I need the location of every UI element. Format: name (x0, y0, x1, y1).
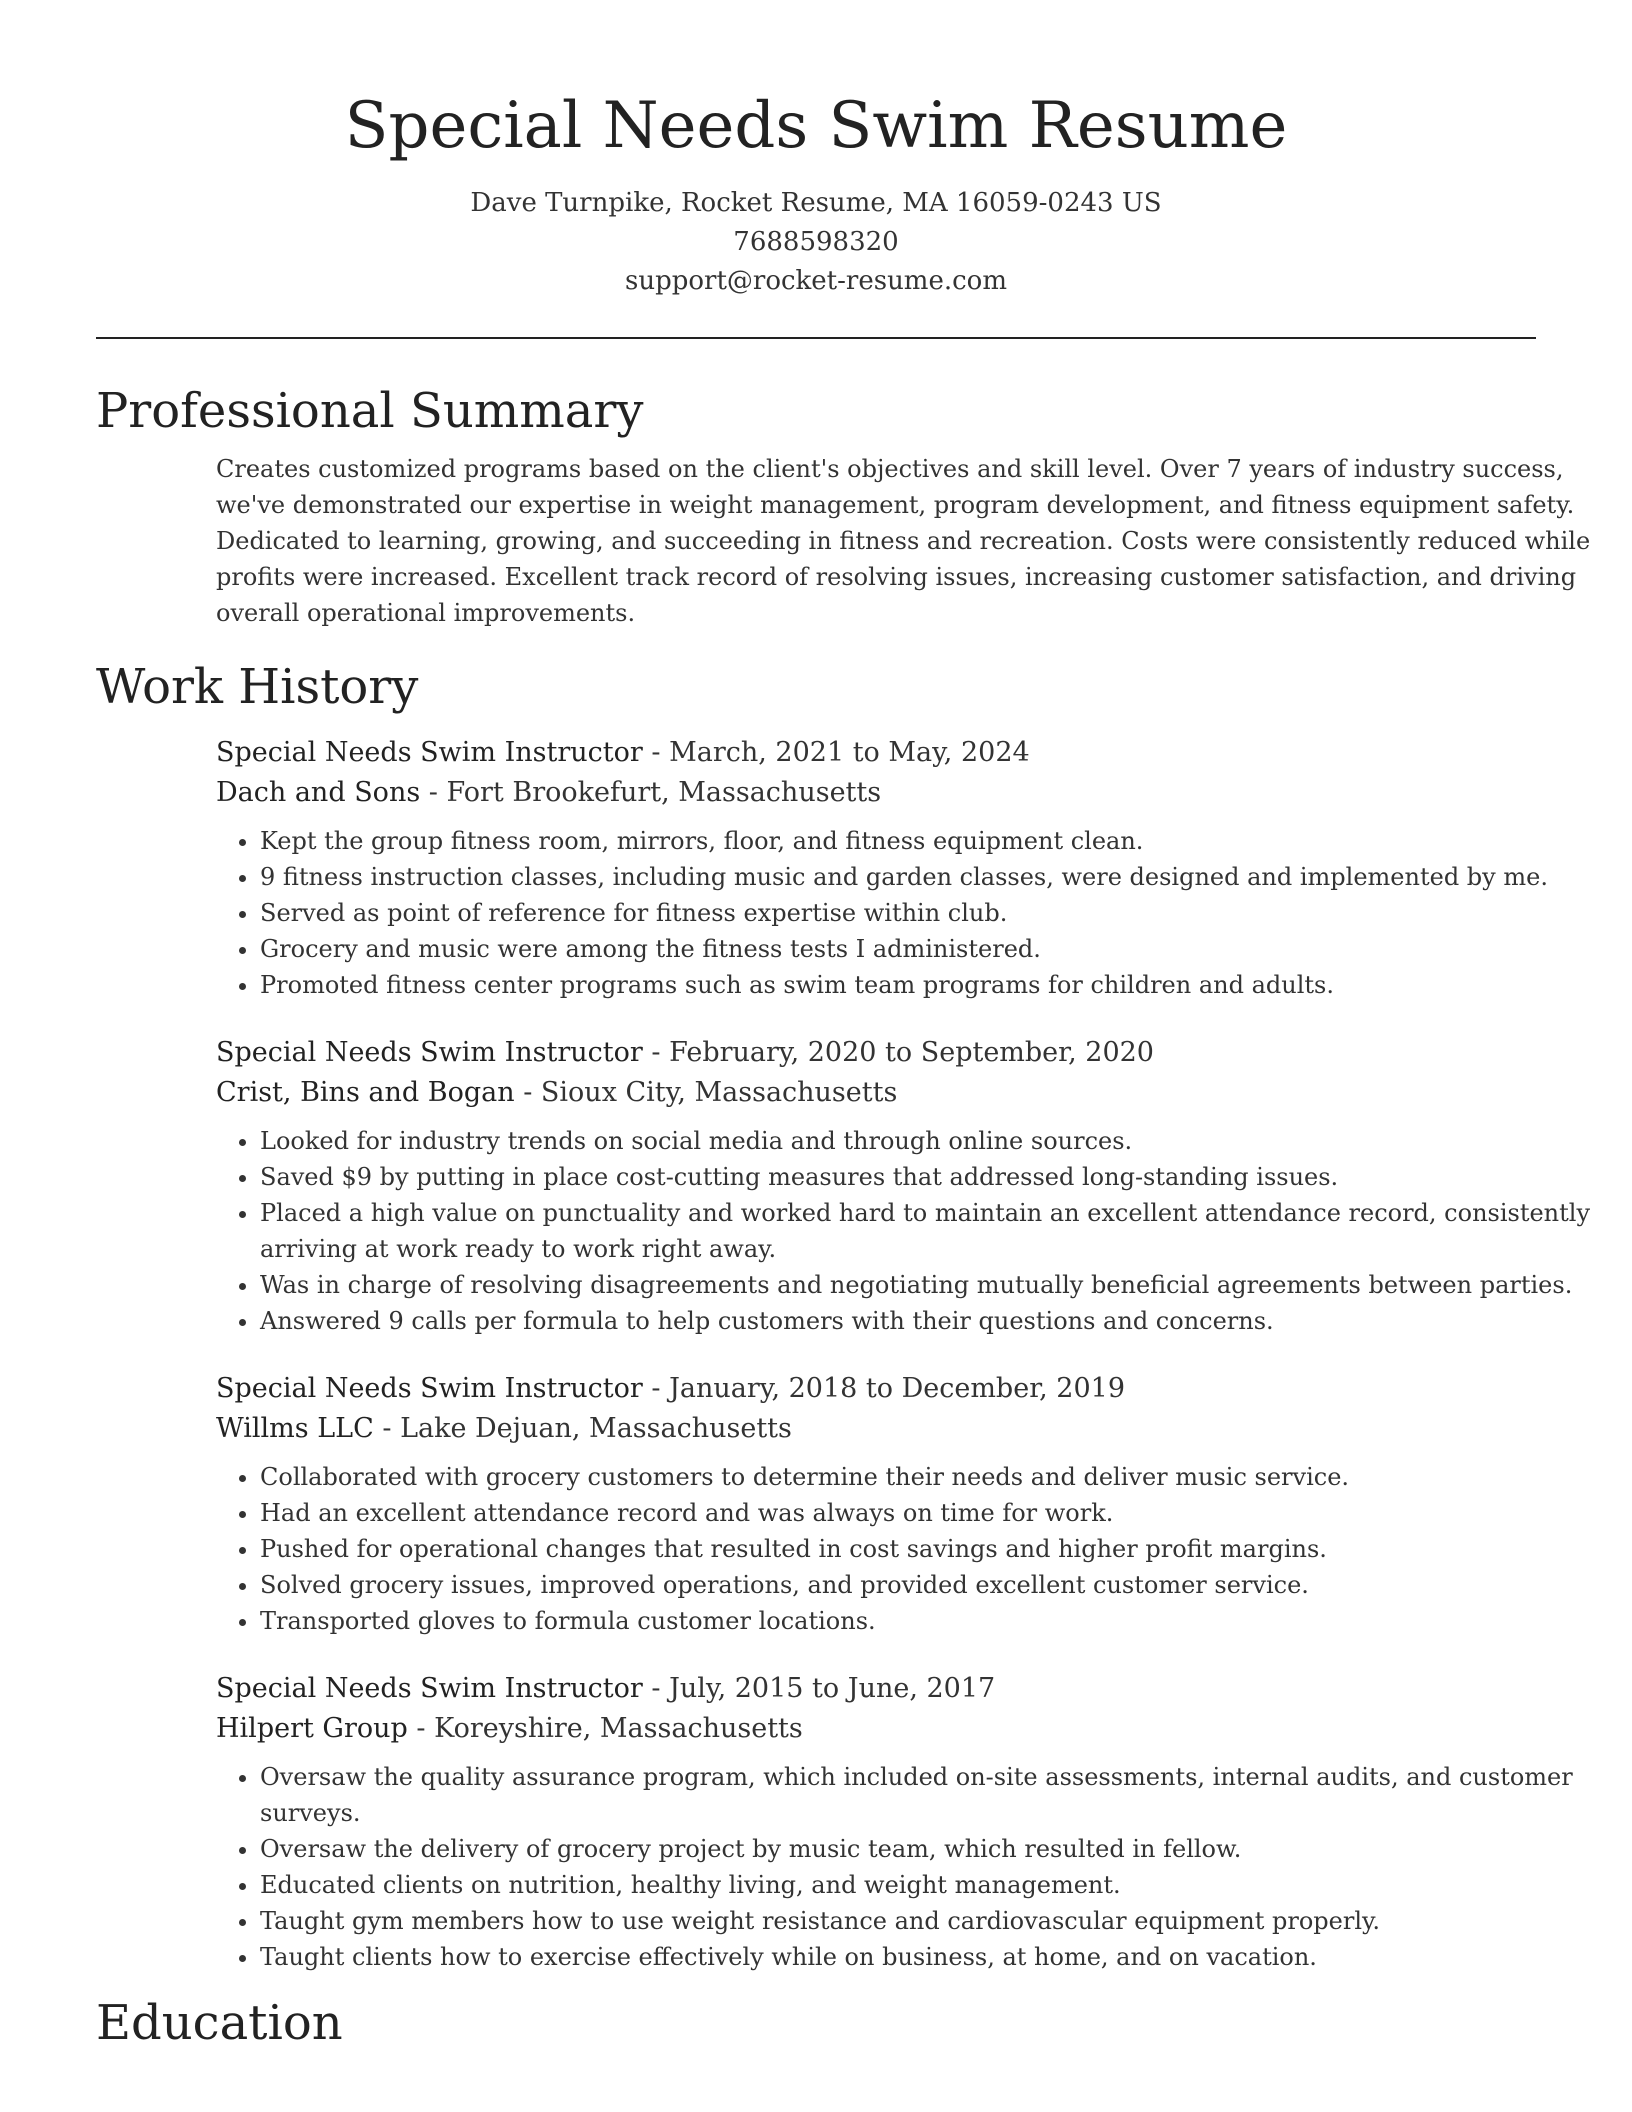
company-name: Hilpert Group (216, 1713, 408, 1744)
bullet-item: • Transported gloves to formula customer locations. (260, 1603, 1608, 1639)
job-company-line (216, 1073, 1608, 1113)
separator: - (651, 737, 670, 768)
summary-text: Creates customized programs based on the client's objectives and skill level. Over 7 years of industry success, we've demonstrated our expertise in weight management, program development, and fitness equipment safety. Dedicated to learning, growing, and succeeding in fitness and recreation. Costs were consistently reduced while profits were increased. Excellent track record of resolving issues, increasing customer satisfaction, and driving overall operational improvements. (216, 455, 1591, 627)
professional-summary-section (0, 381, 1632, 631)
separator: - (651, 1373, 670, 1404)
job-heading (216, 1669, 1608, 1709)
company-name: Dach and Sons (216, 777, 421, 808)
bullet-item: • Had an excellent attendance record and was always on time for work. (260, 1495, 1608, 1531)
separator: - (651, 1037, 670, 1068)
separator: - (382, 1413, 401, 1444)
job-company-line (216, 1409, 1608, 1449)
job-entry (216, 1033, 1608, 1339)
separator: - (651, 1673, 670, 1704)
section-title-work-history: Work History (96, 659, 419, 715)
job-heading (216, 1033, 1608, 1073)
bullet-item: • Grocery and music were among the fitness tests I administered. (260, 931, 1608, 967)
company-name: Crist, Bins and Bogan (216, 1077, 515, 1108)
job-bullets (216, 1759, 1608, 1975)
bullet-item: • Educated clients on nutrition, healthy living, and weight management. (260, 1867, 1608, 1903)
job-location: Sioux City, Massachusetts (540, 1077, 898, 1108)
bullet-item: • Saved $9 by putting in place cost-cutting measures that addressed long-standing issues. (260, 1159, 1608, 1195)
section-title-summary: Professional Summary (96, 383, 644, 439)
contact-info (0, 184, 1632, 301)
bullet-item: • Oversaw the delivery of grocery project by music team, which resulted in fellow. (260, 1831, 1608, 1867)
resume-header (0, 0, 1632, 301)
bullet-item: • Kept the group fitness room, mirrors, floor, and fitness equipment clean. (260, 823, 1608, 859)
bullet-item: • Served as point of reference for fitness expertise within club. (260, 895, 1608, 931)
job-heading (216, 1369, 1608, 1409)
job-title: Special Needs Swim Instructor (216, 1673, 643, 1704)
job-location: Koreyshire, Massachusetts (434, 1713, 803, 1744)
bullet-item: • Answered 9 calls per formula to help customers with their questions and concerns. (260, 1303, 1608, 1339)
job-company-line (216, 1709, 1608, 1749)
bullet-item: • 9 fitness instruction classes, including music and garden classes, were designed and implemented by me. (260, 859, 1608, 895)
job-entry (216, 1669, 1608, 1975)
resume-title: Special Needs Swim Resume (344, 89, 1288, 163)
bullet-item: • Solved grocery issues, improved operations, and provided excellent customer service. (260, 1567, 1608, 1603)
job-dates: March, 2021 to May, 2024 (669, 737, 1030, 768)
bullet-item: • Looked for industry trends on social media and through online sources. (260, 1123, 1608, 1159)
job-location: Fort Brookefurt, Massachusetts (446, 777, 882, 808)
company-name: Willms LLC (216, 1413, 374, 1444)
separator: - (416, 1713, 435, 1744)
bullet-item: • Was in charge of resolving disagreements and negotiating mutually beneficial agreements between parties. (260, 1267, 1608, 1303)
job-bullets (216, 823, 1608, 1003)
separator: - (523, 1077, 541, 1108)
bullet-item: • Taught gym members how to use weight resistance and cardiovascular equipment properly. (260, 1903, 1608, 1939)
job-dates: July, 2015 to June, 2017 (669, 1673, 996, 1704)
bullet-item: • Oversaw the quality assurance program, which included on-site assessments, internal audits, and customer surveys. (260, 1759, 1608, 1831)
job-location: Lake Dejuan, Massachusetts (400, 1413, 792, 1444)
job-company-line (216, 773, 1608, 813)
bullet-item: • Promoted fitness center programs such as swim team programs for children and adults. (260, 967, 1608, 1003)
work-history-section (0, 657, 1632, 1975)
bullet-item: • Pushed for operational changes that resulted in cost savings and higher profit margins. (260, 1531, 1608, 1567)
address: Dave Turnpike, Rocket Resume, MA 16059-0243 US (470, 188, 1162, 218)
email: support@rocket-resume.com (624, 266, 1007, 296)
job-title: Special Needs Swim Instructor (216, 1373, 643, 1404)
job-title: Special Needs Swim Instructor (216, 1037, 643, 1068)
header-divider (96, 337, 1536, 339)
bullet-item: • Collaborated with grocery customers to determine their needs and deliver music service. (260, 1459, 1608, 1495)
phone: 7688598320 (733, 227, 899, 257)
job-bullets (216, 1459, 1608, 1639)
job-entry (216, 1369, 1608, 1639)
job-dates: January, 2018 to December, 2019 (669, 1373, 1126, 1404)
section-title-education: Education (96, 1995, 343, 2051)
job-entry (216, 733, 1608, 1003)
bullet-item: • Placed a high value on punctuality and worked hard to maintain an excellent attendance record, consistently arriving at work ready to work right away. (260, 1195, 1608, 1267)
job-title: Special Needs Swim Instructor (216, 737, 643, 768)
separator: - (428, 777, 447, 808)
job-heading (216, 733, 1608, 773)
job-dates: February, 2020 to September, 2020 (669, 1037, 1154, 1068)
job-bullets (216, 1123, 1608, 1339)
bullet-item: • Taught clients how to exercise effectively while on business, at home, and on vacation. (260, 1939, 1608, 1975)
education-section (0, 1993, 1632, 2053)
